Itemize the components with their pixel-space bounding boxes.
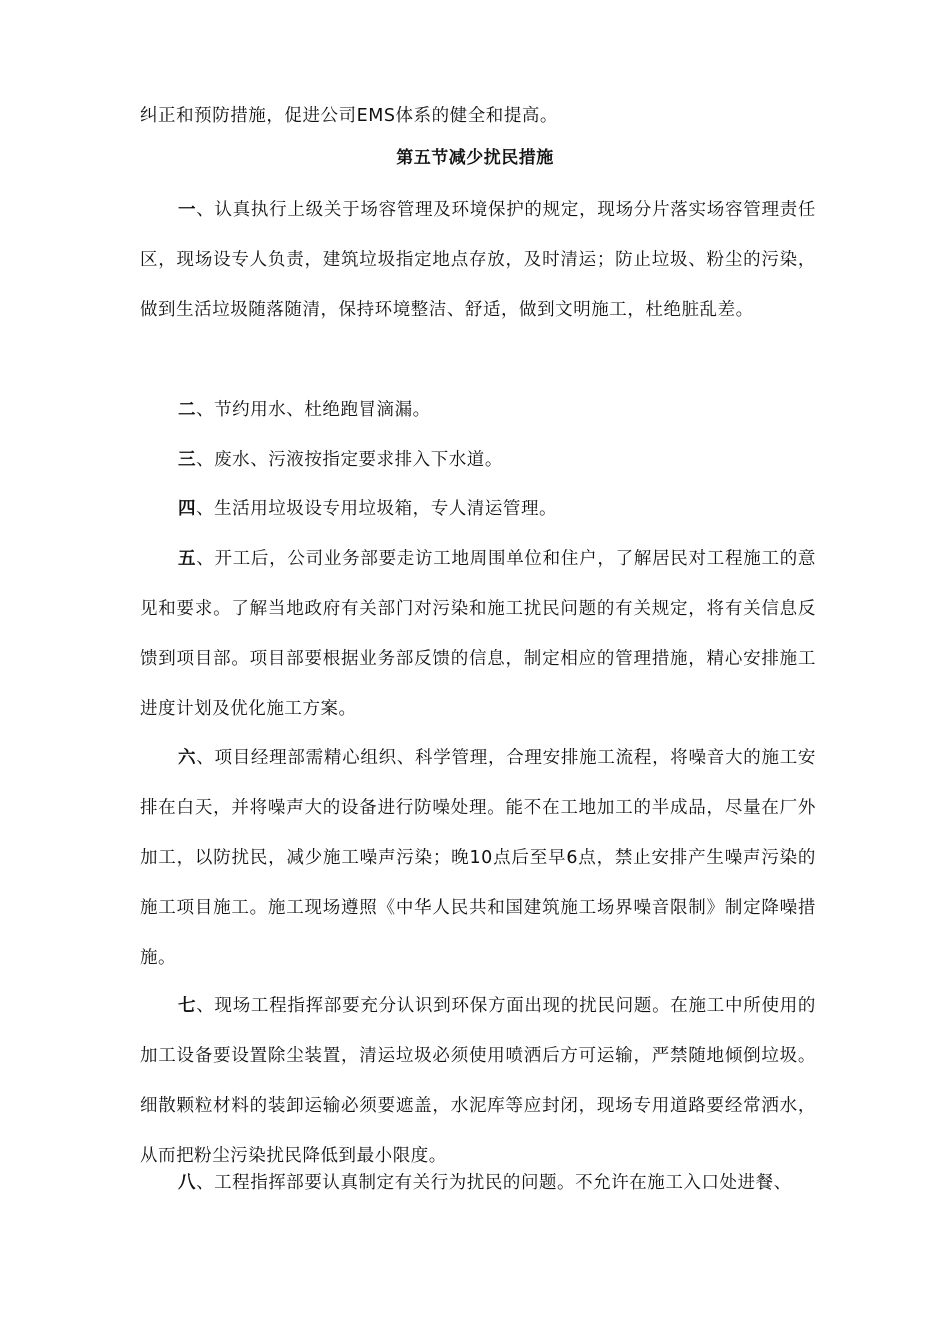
item-1-number: 一 <box>178 200 197 220</box>
item-7-text: 、现场工程指挥部要充分认识到环保方面出现的扰民问题。在施工中所使用的加工设备要设置除尘装置，清运垃圾必须使用喷洒后方可运输，严禁随地倾倒垃圾。细散颗粒材料的装卸运输必须要遮盖，水泥库等应封闭，现场专用道路要经常洒水，从而把粉尘污染扰民降低到最小限度。 <box>140 996 816 1166</box>
item-4-number: 四 <box>178 499 197 519</box>
item-2-text: 、节约用水、杜绝跑冒滴漏。 <box>196 400 431 420</box>
item-2-paragraph <box>140 385 816 435</box>
item-4-paragraph <box>140 484 816 534</box>
item-2-number: 二 <box>178 400 197 420</box>
continuation-paragraph: 纠正和预防措施，促进公司EMS体系的健全和提高。 <box>140 106 558 126</box>
section-title: 第五节减少扰民措施 <box>396 148 554 168</box>
item-6-paragraph <box>140 733 816 983</box>
item-8-number: 八 <box>178 1173 197 1193</box>
item-7-number: 七 <box>178 996 197 1016</box>
item-3-text: 、废水、污液按指定要求排入下水道。 <box>196 450 503 470</box>
item-5-paragraph <box>140 534 816 734</box>
item-5-text: 、开工后，公司业务部要走访工地周围单位和住户，了解居民对工程施工的意见和要求。了解当地政府有关部门对污染和施工扰民问题的有关规定，将有关信息反馈到项目部。项目部要根据业务部反馈的信息，制定相应的管理措施，精心安排施工进度计划及优化施工方案。 <box>140 549 816 719</box>
item-8-text: 、工程指挥部要认真制定有关行为扰民的问题。不允许在施工入口处进餐、 <box>196 1173 792 1193</box>
item-1-paragraph <box>140 185 816 335</box>
item-6-text: 、项目经理部需精心组织、科学管理，合理安排施工流程，将噪音大的施工安排在白天，并将噪声大的设备进行防噪处理。能不在工地加工的半成品，尽量在厂外加工，以防扰民，减少施工噪声污染；晚10点后至早6点，禁止安排产生噪声污染的施工项目施工。施工现场遵照《中华人民共和国建筑施工场界噪音限制》制定降噪措施。 <box>140 748 816 968</box>
item-5-number: 五 <box>178 549 197 569</box>
item-4-text: 、生活用垃圾设专用垃圾箱，专人清运管理。 <box>196 499 558 519</box>
item-6-number: 六 <box>178 748 197 768</box>
item-3-paragraph <box>140 435 816 485</box>
item-7-paragraph <box>140 981 816 1181</box>
item-8-paragraph <box>140 1165 816 1201</box>
item-3-number: 三 <box>178 450 197 470</box>
item-1-text: 、认真执行上级关于场容管理及环境保护的规定，现场分片落实场容管理责任区，现场设专人负责，建筑垃圾指定地点存放，及时清运；防止垃圾、粉尘的污染，做到生活垃圾随落随清，保持环境整洁、舒适，做到文明施工，杜绝脏乱差。 <box>140 200 816 320</box>
